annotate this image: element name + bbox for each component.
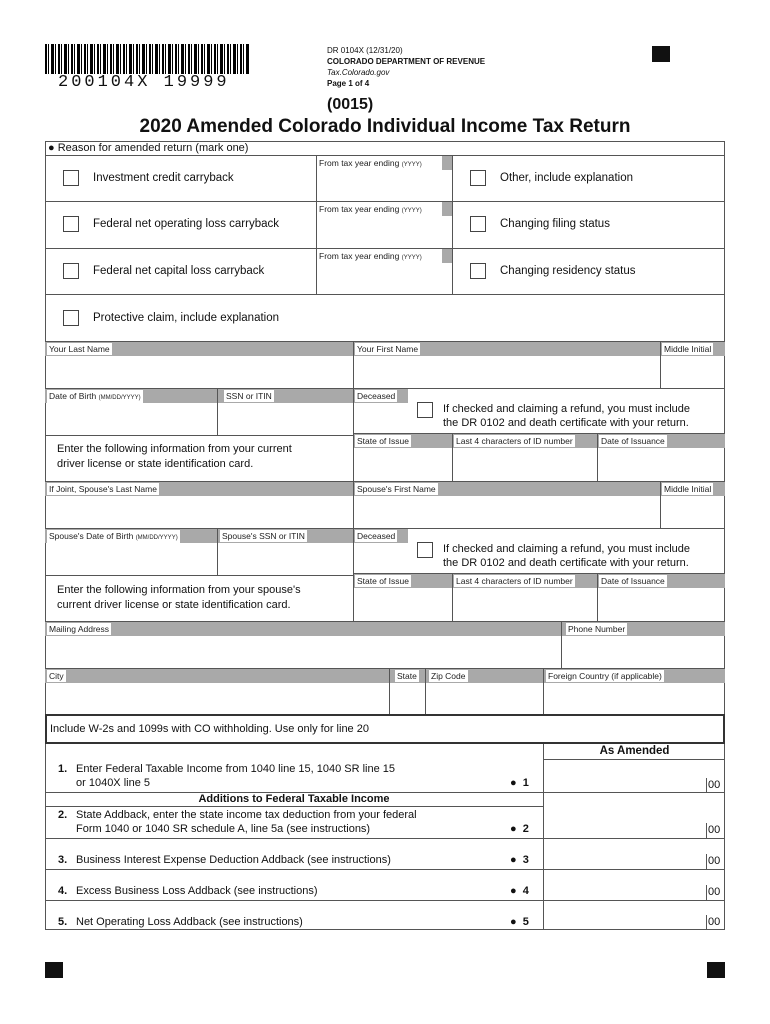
filing-status-label: Changing filing status [500,218,610,230]
form-code: (0015) [327,96,374,113]
last4-input[interactable] [453,449,596,480]
line-2-number: 2. [58,809,68,821]
line-5-bullet: ● 5 [510,916,529,928]
state-issue-label: State of Issue [357,436,409,446]
line-4-number: 4. [58,885,68,897]
dob-label: Date of Birth (MM/DD/YYYY) [47,390,143,404]
line-1-amount-input[interactable] [544,760,705,792]
form-id: DR 0104X (12/31/20) [327,46,403,55]
tax-year-input-3[interactable] [317,264,452,294]
phone-input[interactable] [562,637,724,667]
spouse-ssn-input[interactable] [218,544,352,574]
spouse-last-name-label: If Joint, Spouse's Last Name [49,484,157,494]
spouse-dob-input[interactable] [46,544,216,574]
website: Tax.Colorado.gov [327,68,390,77]
spouse-date-issuance-label: Date of Issuance [601,576,665,586]
spouse-state-issue-input[interactable] [354,589,451,620]
reason-heading: ● Reason for amended return (mark one) [48,142,249,154]
investment-credit-label: Investment credit carryback [93,172,234,184]
spouse-ssn-label: Spouse's SSN or ITIN [222,531,305,541]
protective-claim-checkbox[interactable] [63,310,79,326]
line-3-text: Business Interest Expense Deduction Addback (see instructions) [76,854,391,866]
spouse-date-issuance-input[interactable] [598,589,724,620]
barcode [45,44,250,74]
deceased-note-2: the DR 0102 and death certificate with your return. [443,417,689,429]
spouse-first-name-label: Spouse's First Name [357,484,436,494]
middle-initial-input[interactable] [661,357,724,387]
spouse-deceased-note-1: If checked and claiming a refund, you must include [443,543,691,555]
first-name-label: Your First Name [357,344,419,354]
spouse-state-issue-label: State of Issue [357,576,409,586]
spouse-dob-label: Spouse's Date of Birth (MM/DD/YYYY) [47,530,180,544]
w2-note: Include W-2s and 1099s with CO withholding. Use only for line 20 [50,723,369,735]
tax-year-input-2[interactable] [317,217,452,247]
last-name-input[interactable] [46,357,352,387]
as-amended-header: As Amended [599,745,670,757]
line-2-text-2: Form 1040 or 1040 SR schedule A, line 5a (see instructions) [76,823,371,835]
fed-nol-label: Federal net operating loss carryback [93,218,280,230]
additions-heading: Additions to Federal Taxable Income [198,793,390,805]
spouse-last-name-input[interactable] [46,497,352,527]
other-checkbox[interactable] [470,170,486,186]
line-5-text: Net Operating Loss Addback (see instructions) [76,916,303,928]
deceased-checkbox[interactable] [417,402,433,418]
line-3-cents: 00 [708,855,721,867]
zip-input[interactable] [426,684,542,713]
line-1-text-1: Enter Federal Taxable Income from 1040 line 15, 1040 SR line 15 [76,763,395,775]
spouse-middle-initial-input[interactable] [661,497,724,527]
first-name-input[interactable] [354,357,659,387]
spouse-first-name-input[interactable] [354,497,659,527]
line-2-cents: 00 [708,824,721,836]
state-input[interactable] [390,684,424,713]
line-1-bullet: ● 1 [510,777,529,789]
deceased-note-1: If checked and claiming a refund, you must include [443,403,691,415]
line-2-text-1: State Addback, enter the state income tax deduction from your federal [76,809,417,821]
spouse-deceased-label: Deceased [357,531,396,541]
line-2-amount-input[interactable] [544,793,705,838]
fed-nol-checkbox[interactable] [63,216,79,232]
mailing-address-input[interactable] [46,637,560,667]
line-2-bullet: ● 2 [510,823,529,835]
spouse-dl-note-1: Enter the following information from your spouse's [57,584,301,596]
zip-label: Zip Code [431,671,466,681]
line-4-text: Excess Business Loss Addback (see instructions) [76,885,318,897]
line-1-cents: 00 [708,779,721,791]
state-label: State [397,671,417,681]
corner-marker-bottom-right [707,962,725,978]
ssn-input[interactable] [218,404,352,434]
line-4-amount-input[interactable] [544,870,705,900]
country-input[interactable] [544,684,724,713]
date-issuance-label: Date of Issuance [601,436,665,446]
other-label: Other, include explanation [500,172,633,184]
line-3-number: 3. [58,854,68,866]
line-4-bullet: ● 4 [510,885,529,897]
spouse-dl-note-2: current driver license or state identification card. [57,599,291,611]
mailing-address-label: Mailing Address [49,624,110,634]
phone-label: Phone Number [568,624,626,634]
country-label: Foreign Country (if applicable) [548,671,662,681]
city-input[interactable] [46,684,388,713]
spouse-last4-input[interactable] [453,589,596,620]
line-5-cents: 00 [708,916,721,928]
line-3-amount-input[interactable] [544,839,705,869]
ssn-label: SSN or ITIN [226,391,272,401]
line-1-text-2: or 1040X line 5 [76,777,150,789]
corner-marker-top [652,46,670,62]
line-1-number: 1. [58,763,68,775]
spouse-middle-initial-label: Middle Initial [664,484,712,494]
page-title: 2020 Amended Colorado Individual Income Tax Return [139,116,631,137]
city-label: City [49,671,64,681]
middle-initial-label: Middle Initial [664,344,712,354]
page-number: Page 1 of 4 [327,79,370,88]
tax-year-label-2: From tax year ending (YYYY) [317,203,424,217]
investment-credit-checkbox[interactable] [63,170,79,186]
last4-label: Last 4 characters of ID number [456,436,573,446]
fed-capital-loss-checkbox[interactable] [63,263,79,279]
spouse-deceased-note-2: the DR 0102 and death certificate with your return. [443,557,689,569]
tax-year-label-1: From tax year ending (YYYY) [317,157,424,171]
dl-note-1: Enter the following information from your current [57,443,292,455]
spouse-deceased-checkbox[interactable] [417,542,433,558]
tax-year-label-3: From tax year ending (YYYY) [317,250,424,264]
tax-year-input-1[interactable] [317,171,452,201]
state-issue-input[interactable] [354,449,451,480]
spouse-last4-label: Last 4 characters of ID number [456,576,573,586]
fed-capital-loss-label: Federal net capital loss carryback [93,265,265,277]
dob-input[interactable] [46,404,216,434]
deceased-label: Deceased [357,391,396,401]
protective-claim-label: Protective claim, include explanation [93,312,280,324]
line-4-cents: 00 [708,886,721,898]
residency-status-checkbox[interactable] [470,263,486,279]
line-5-number: 5. [58,916,68,928]
barcode-number: 200104X 19999 [58,73,230,92]
line-5-amount-input[interactable] [544,901,705,929]
dl-note-2: driver license or state identification card. [57,458,254,470]
last-name-label: Your Last Name [49,344,110,354]
filing-status-checkbox[interactable] [470,216,486,232]
date-issuance-input[interactable] [598,449,724,480]
line-3-bullet: ● 3 [510,854,529,866]
department: COLORADO DEPARTMENT OF REVENUE [327,57,486,66]
corner-marker-bottom-left [45,962,63,978]
residency-status-label: Changing residency status [500,265,636,277]
